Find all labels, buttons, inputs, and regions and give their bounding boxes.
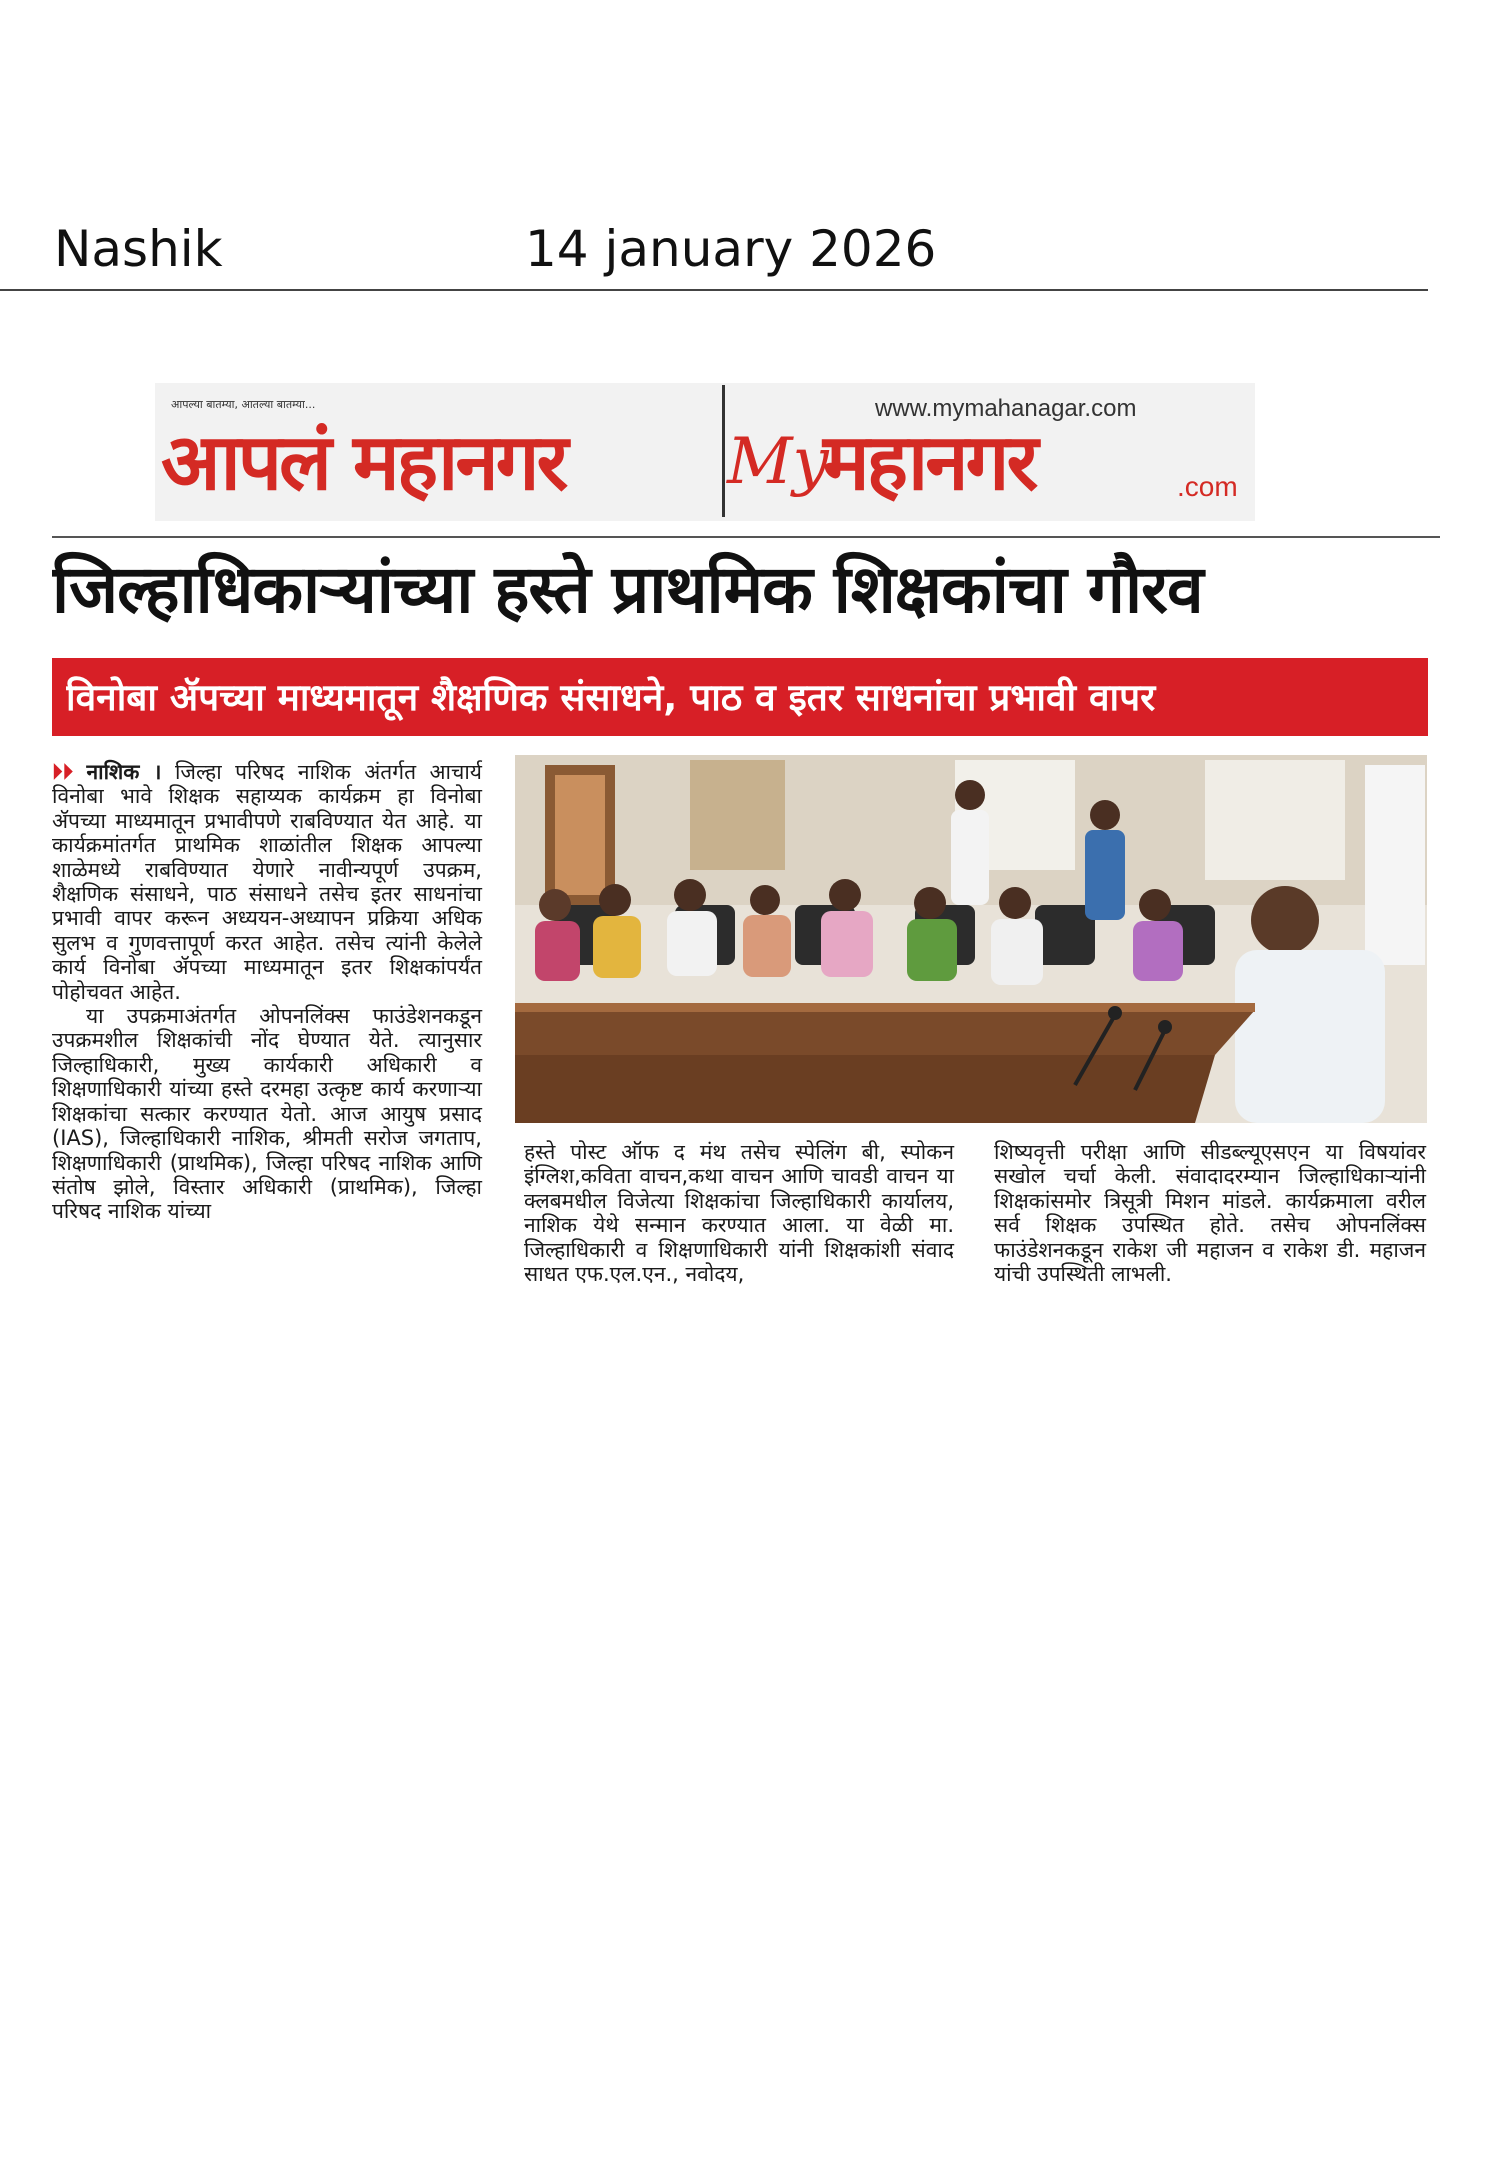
article-headline: जिल्हाधिकाऱ्यांच्या हस्ते प्राथमिक शिक्षकांचा गौरव — [52, 551, 1203, 628]
masthead-rule — [52, 536, 1440, 538]
article-photo — [515, 755, 1427, 1123]
article-subhead: विनोबा ॲपच्या माध्यमातून शैक्षणिक संसाधने, पाठ व इतर साधनांचा प्रभावी वापर — [66, 676, 1156, 719]
subhead-band — [52, 658, 1428, 736]
article-column-1 — [52, 760, 482, 1224]
masthead-url: www.mymahanagar.com — [875, 395, 1137, 422]
paragraph-text: जिल्हा परिषद नाशिक अंतर्गत आचार्य विनोबा भावे शिक्षक सहाय्यक कार्यक्रम हा विनोबा ॲपच्या माध्यमातून प्रभावीपणे राबविण्यात येत आहे. या कार्यक्रमांतर्गत प्राथमिक शाळांतील शिक्षक आपल्या शाळेमध्ये राबविण्यात येणारे नावीन्यपूर्ण उपक्रम, शैक्षणिक संसाधने, पाठ संसाधने तसेच इतर साधनांचा प्रभावी वापर करून अध्ययन-अध्यापन प्रक्रिया अधिक सुलभ व गुणवत्तापूर्ण करत आहेत. तसेच त्यांनी केलेले कार्य विनोबा ॲपच्या माध्यमातून इतर शिक्षकांपर्यंत पोहोचवत आहेत. — [52, 760, 482, 1004]
article-column-3: शिष्यवृत्ती परीक्षा आणि सीडब्ल्यूएसएन या विषयांवर सखोल चर्चा केली. संवादादरम्यान जिल्हाधिकाऱ्यांनी शिक्षकांसमोर त्रिसूत्री मिशन मांडले. कार्यक्रमाला वरील सर्व शिक्षक उपस्थित होते. तसेच ओपनलिंक्स फाउंडेशनकडून राकेश जी महाजन व राकेश डी. महाजन यांची उपस्थिती लाभली. — [994, 1140, 1426, 1287]
masthead-name-secondary: महानगर — [823, 418, 1036, 508]
masthead-dotcom: .com — [1177, 471, 1238, 502]
masthead-divider — [722, 385, 725, 517]
header-divider — [0, 289, 1428, 291]
article-paragraph: या उपक्रमाअंतर्गत ओपनलिंक्स फाउंडेशनकडून उपक्रमशील शिक्षकांची नोंद घेण्यात येते. त्यानुसार जिल्हाधिकारी, मुख्य कार्यकारी अधिकारी व शिक्षणाधिकारी यांच्या हस्ते दरमहा उत्कृष्ट कार्य करणाऱ्या शिक्षकांचा सत्कार करण्यात येतो. आज आयुष प्रसाद (IAS), जिल्हाधिकारी नाशिक, श्रीमती सरोज जगताप, शिक्षणाधिकारी (प्राथमिक), जिल्हा परिषद नाशिक आणि संतोष झोले, विस्तार अधिकारी (प्राथमिक), जिल्हा परिषद नाशिक यांच्या — [52, 1004, 482, 1224]
newspaper-masthead — [155, 383, 1255, 521]
dateline: नाशिक । — [86, 760, 162, 784]
article-column-2: हस्ते पोस्ट ऑफ द मंथ तसेच स्पेलिंग बी, स्पोकन इंग्लिश,कविता वाचन,कथा वाचन आणि चावडी वाचन या क्लबमधील विजेत्या शिक्षकांचा जिल्हाधिकारी कार्यालय, नाशिक येथे सन्मान करण्यात आला. या वेळी मा. जिल्हाधिकारी व शिक्षणाधिकारी यांनी शिक्षकांशी संवाद साधत एफ.एल.एन., नवोदय, — [524, 1140, 954, 1287]
article-paragraph — [52, 760, 482, 1004]
masthead-name: आपलं महानगर — [161, 418, 566, 508]
masthead-my-script: My — [727, 425, 829, 499]
dateline-arrow-icon: ⏵⏵ — [52, 760, 73, 784]
photo-illustration — [515, 755, 1427, 1123]
header-place: Nashik — [54, 220, 223, 278]
masthead-tagline: आपल्या बातम्या, आतल्या बातम्या... — [171, 398, 316, 411]
header-date: 14 january 2026 — [525, 220, 937, 278]
